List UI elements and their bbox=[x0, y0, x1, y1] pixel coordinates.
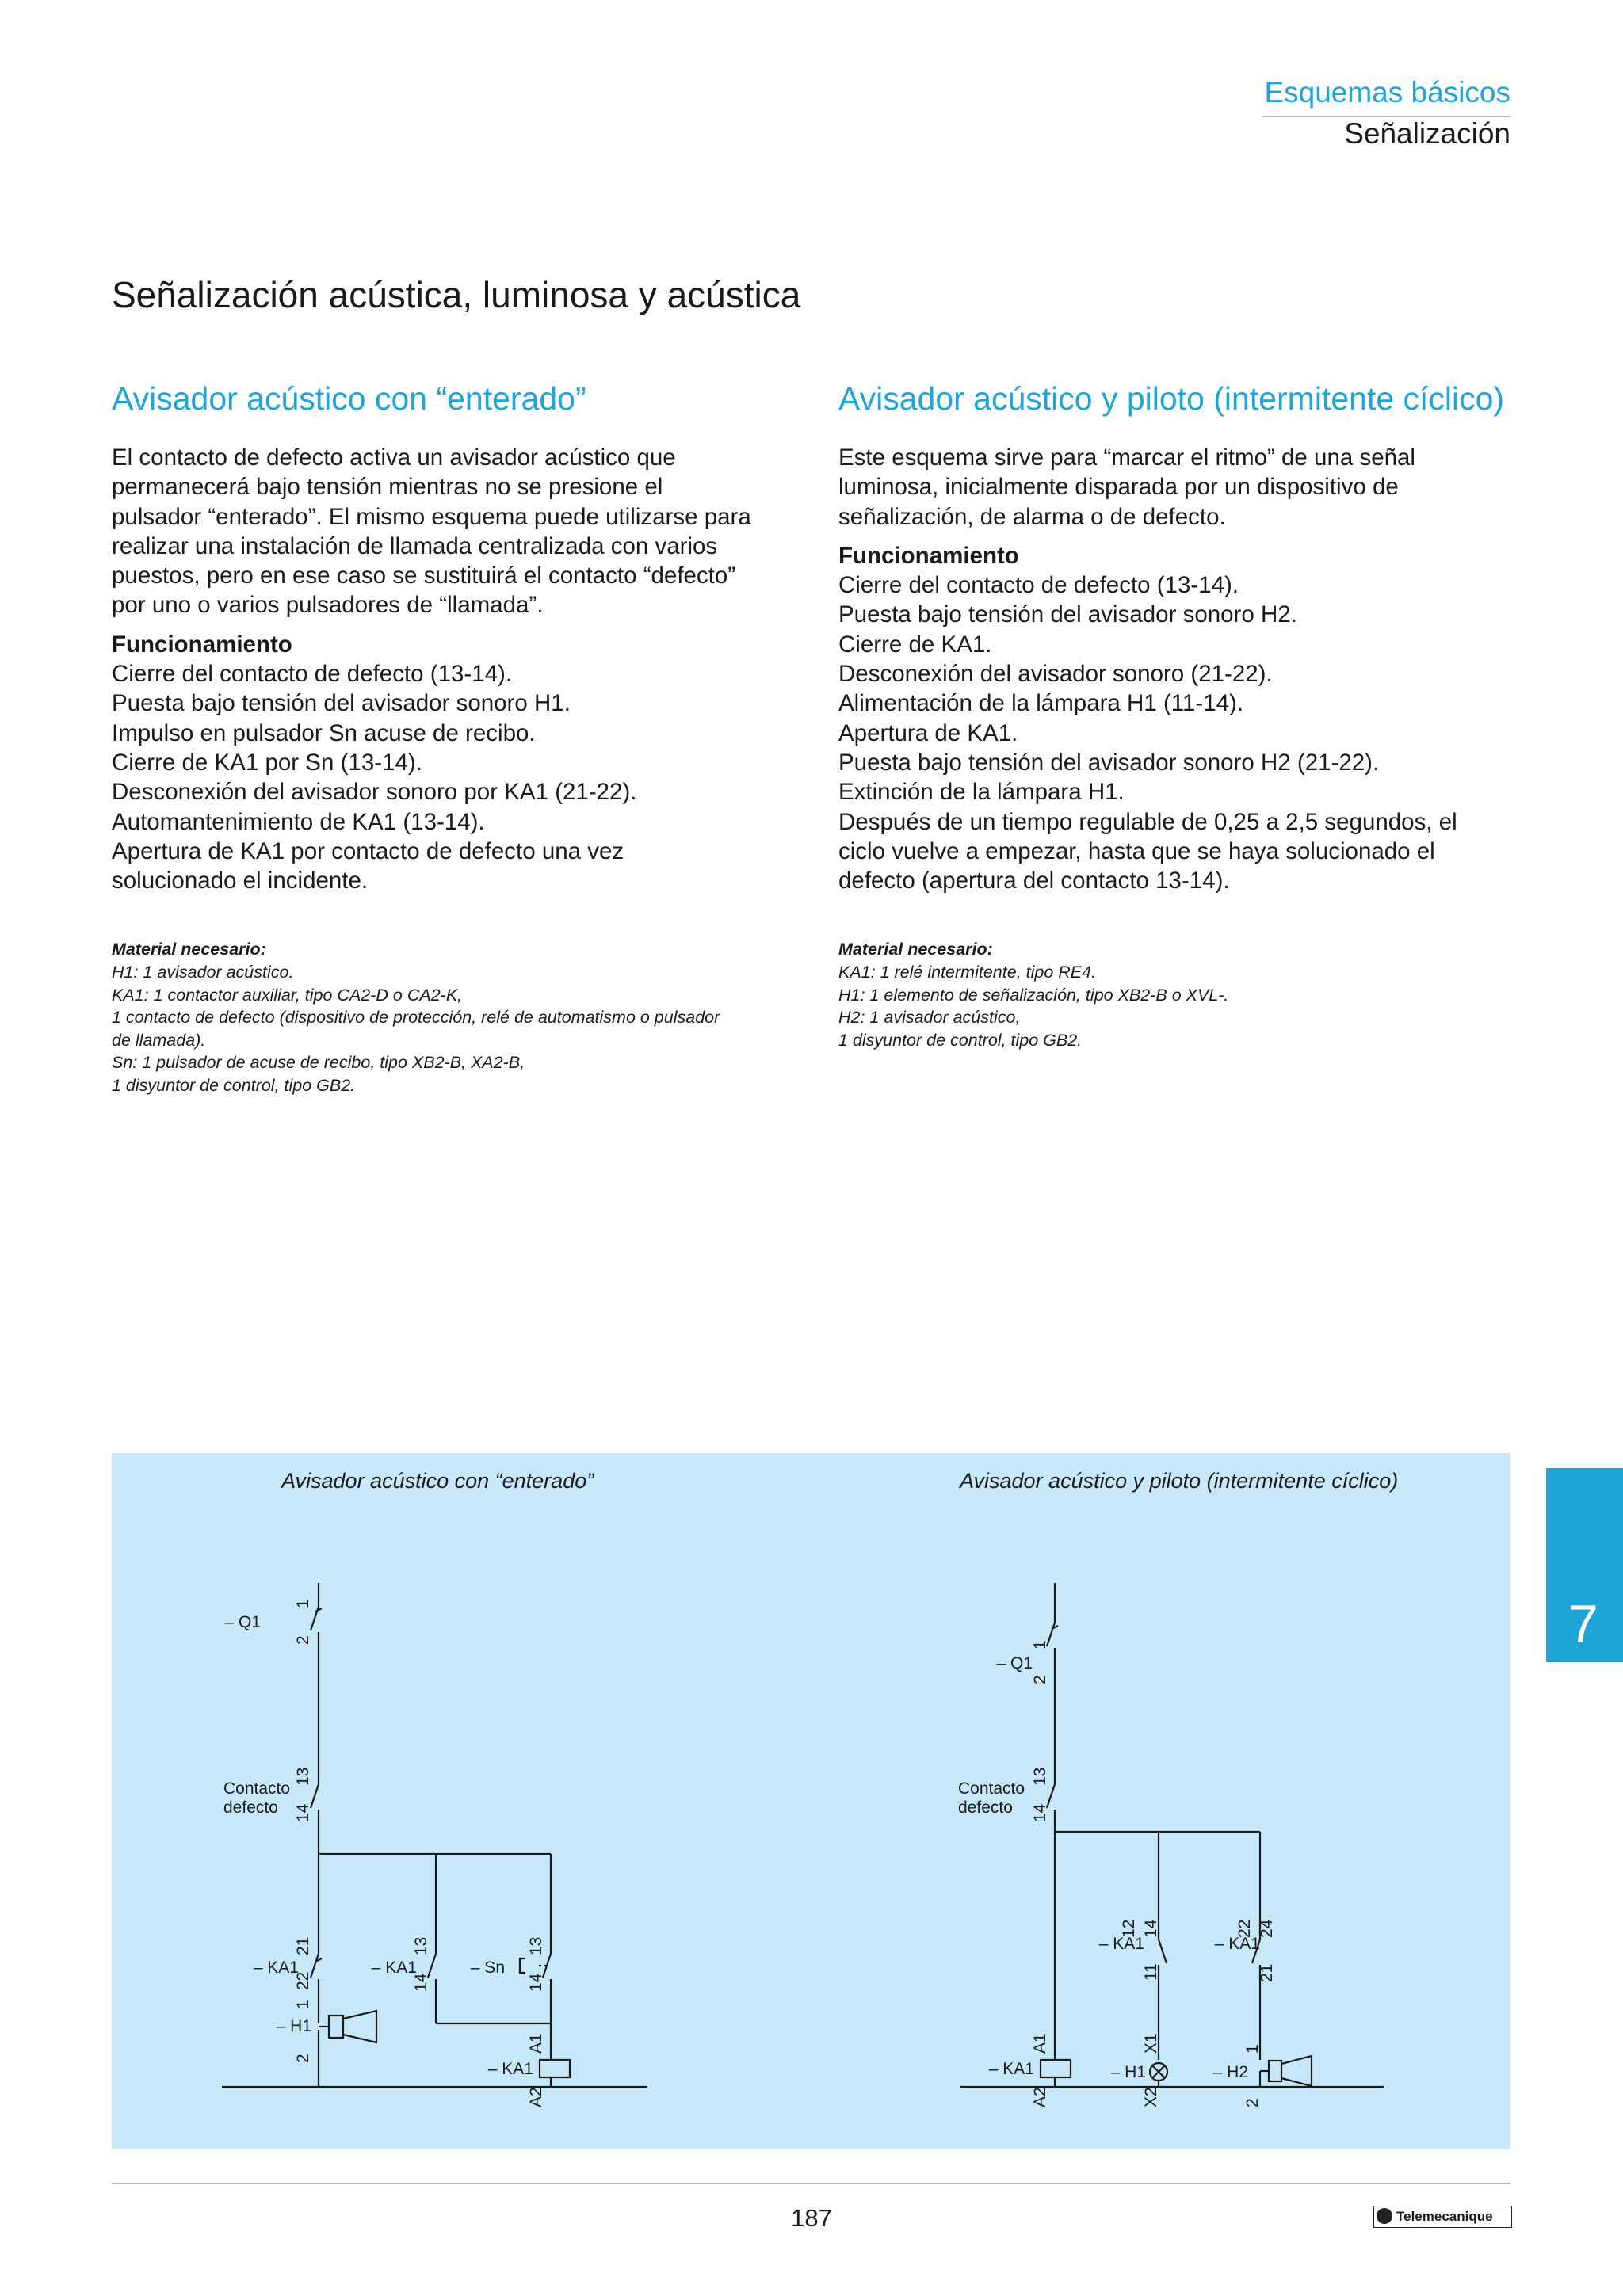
section-title: Esquemas básicos bbox=[1264, 76, 1510, 109]
intro-line: luminosa, inicialmente disparada por un dispositivo de bbox=[838, 474, 1399, 501]
left-heading: Avisador acústico con “enterado” bbox=[112, 380, 586, 417]
label-defecto: defecto bbox=[958, 1798, 1013, 1817]
step: Apertura de KA1. bbox=[838, 719, 1018, 746]
label-q1-t2: 2 bbox=[1031, 1675, 1049, 1684]
material-line: 1 contacto de defecto (dispositivo de protección, relé de automatismo o pulsador bbox=[112, 1008, 720, 1028]
intro-line: Este esquema sirve para “marcar el ritmo” de una señal bbox=[838, 444, 1415, 471]
right-steps bbox=[838, 570, 1520, 895]
label-no-t1: 13 bbox=[412, 1936, 430, 1955]
left-steps bbox=[112, 659, 793, 895]
left-column bbox=[112, 380, 793, 1097]
label-h1-t2: 2 bbox=[294, 2054, 312, 2063]
schematics bbox=[112, 1453, 1510, 2149]
right-intro bbox=[838, 443, 1520, 532]
label-coil-t2: A2 bbox=[1031, 2087, 1049, 2107]
intro-line: señalización, de alarma o de defecto. bbox=[838, 503, 1226, 530]
intro-line: puestos, pero en ese caso se sustituirá el contacto “defecto” bbox=[112, 563, 736, 589]
step: Automantenimiento de KA1 (13-14). bbox=[112, 808, 485, 835]
step: defecto (apertura del contacto 13-14). bbox=[838, 868, 1230, 894]
label-b-t24: 24 bbox=[1258, 1919, 1276, 1938]
left-diagram-caption: Avisador acústico con “enterado” bbox=[281, 1469, 594, 1493]
label-h1-t1: 1 bbox=[294, 2000, 312, 2009]
brand-icon bbox=[1377, 2208, 1392, 2224]
right-material bbox=[838, 938, 1520, 1051]
footer-divider bbox=[112, 2183, 1510, 2184]
right-func-title: Funcionamiento bbox=[838, 542, 1019, 569]
label-coil-t1: A1 bbox=[527, 2033, 545, 2054]
label-ka1-nc: – KA1 bbox=[253, 1958, 299, 1977]
right-column bbox=[838, 380, 1520, 1051]
diagram-panel bbox=[112, 1453, 1510, 2149]
label-q1: – Q1 bbox=[996, 1654, 1033, 1672]
label-h2-t2: 2 bbox=[1243, 2098, 1262, 2107]
page-title: Señalización acústica, luminosa y acústica bbox=[112, 274, 801, 315]
left-schematic bbox=[222, 1583, 647, 2087]
step: Puesta bajo tensión del avisador sonoro H2 (21-22). bbox=[838, 749, 1380, 776]
step: Extinción de la lámpara H1. bbox=[838, 779, 1125, 806]
right-diagram-caption: Avisador acústico y piloto (intermitente cíclico) bbox=[960, 1469, 1399, 1493]
label-a-t12: 12 bbox=[1120, 1919, 1138, 1938]
right-heading: Avisador acústico y piloto (intermitente cíclico) bbox=[838, 380, 1505, 417]
label-coil-t2: A2 bbox=[527, 2087, 545, 2107]
step: Después de un tiempo regulable de 0,25 a 2,5 segundos, el bbox=[838, 808, 1457, 835]
chapter-number: 7 bbox=[1568, 1594, 1598, 1654]
intro-line: permanecerá bajo tensión mientras no se presione el bbox=[112, 474, 663, 501]
material-line: KA1: 1 contactor auxiliar, tipo CA2-D o CA2-K, bbox=[112, 985, 463, 1005]
material-line: KA1: 1 relé intermitente, tipo RE4. bbox=[838, 963, 1097, 982]
label-sn: – Sn bbox=[470, 1958, 505, 1977]
step: Impulso en pulsador Sn acuse de recibo. bbox=[112, 719, 536, 746]
step: Cierre del contacto de defecto (13-14). bbox=[838, 572, 1239, 599]
label-nc-t2: 22 bbox=[294, 1971, 312, 1990]
label-b-t22: 22 bbox=[1235, 1919, 1254, 1938]
material-line: H1: 1 elemento de señalización, tipo XB2-B o XVL-. bbox=[838, 985, 1229, 1005]
material-title: Material necesario: bbox=[838, 940, 993, 959]
step: Desconexión del avisador sonoro por KA1 (21-22). bbox=[112, 779, 637, 806]
step: Cierre del contacto de defecto (13-14). bbox=[112, 661, 513, 688]
material-line: 1 disyuntor de control, tipo GB2. bbox=[112, 1076, 356, 1096]
label-q1: – Q1 bbox=[224, 1613, 261, 1631]
left-intro bbox=[112, 443, 793, 620]
step: Cierre de KA1 por Sn (13-14). bbox=[112, 749, 422, 776]
step: Puesta bajo tensión del avisador sonoro H1. bbox=[112, 690, 571, 717]
label-b-t21: 21 bbox=[1258, 1963, 1276, 1982]
brand-name: Telemecanique bbox=[1396, 2209, 1493, 2224]
label-q1-t2: 2 bbox=[294, 1635, 312, 1645]
label-cd-t1: 13 bbox=[1031, 1767, 1049, 1786]
label-cd-t2: 14 bbox=[1031, 1803, 1049, 1822]
material-line: de llamada). bbox=[112, 1030, 206, 1050]
step: Apertura de KA1 por contacto de defecto una vez bbox=[112, 837, 624, 864]
material-line: 1 disyuntor de control, tipo GB2. bbox=[838, 1030, 1083, 1050]
label-h1: – H1 bbox=[276, 2017, 311, 2035]
label-h2-t1: 1 bbox=[1243, 2044, 1262, 2054]
label-h1-t1: X1 bbox=[1142, 2033, 1160, 2054]
label-q1-t1: 1 bbox=[294, 1599, 312, 1608]
label-no-t2: 14 bbox=[412, 1973, 430, 1992]
label-h2: – H2 bbox=[1212, 2063, 1248, 2081]
step: ciclo vuelve a empezar, hasta que se haya solucionado el bbox=[838, 837, 1435, 864]
left-func-title: Funcionamiento bbox=[112, 631, 292, 658]
intro-line: pulsador “enterado”. El mismo esquema puede utilizarse para bbox=[112, 503, 751, 530]
label-a-t11: 11 bbox=[1142, 1963, 1160, 1981]
step: Cierre de KA1. bbox=[838, 631, 992, 658]
label-defecto: defecto bbox=[223, 1798, 278, 1817]
label-sn-t2: 14 bbox=[527, 1973, 545, 1992]
label-contacto: Contacto bbox=[958, 1779, 1025, 1798]
label-cd-t2: 14 bbox=[294, 1803, 312, 1822]
material-title: Material necesario: bbox=[112, 940, 266, 959]
label-nc-t1: 21 bbox=[294, 1936, 312, 1955]
label-a-t14: 14 bbox=[1142, 1919, 1160, 1938]
label-h1: – H1 bbox=[1110, 2063, 1146, 2081]
subsection-title: Señalización bbox=[1344, 117, 1510, 150]
material-line: Sn: 1 pulsador de acuse de recibo, tipo XB2-B, XA2-B, bbox=[112, 1053, 525, 1073]
brand-logo bbox=[1373, 2206, 1512, 2228]
label-ka1-b: – KA1 bbox=[1214, 1935, 1260, 1953]
label-q1-t1: 1 bbox=[1031, 1640, 1049, 1650]
material-line: H1: 1 avisador acústico. bbox=[112, 963, 294, 982]
label-ka1-no: – KA1 bbox=[371, 1958, 417, 1977]
step: solucionado el incidente. bbox=[112, 868, 369, 894]
step: Puesta bajo tensión del avisador sonoro H2. bbox=[838, 601, 1297, 628]
intro-line: El contacto de defecto activa un avisador acústico que bbox=[112, 444, 676, 471]
left-material bbox=[112, 938, 793, 1097]
intro-line: realizar una instalación de llamada centralizada con varios bbox=[112, 532, 718, 559]
step: Alimentación de la lámpara H1 (11-14). bbox=[838, 690, 1244, 717]
page-number: 187 bbox=[791, 2204, 832, 2232]
material-line: H2: 1 avisador acústico, bbox=[838, 1008, 1021, 1028]
label-contacto: Contacto bbox=[223, 1779, 291, 1798]
label-ka1-coil: – KA1 bbox=[487, 2060, 533, 2078]
label-sn-t1: 13 bbox=[527, 1936, 545, 1955]
intro-line: por uno o varios pulsadores de “llamada”. bbox=[112, 592, 544, 619]
chapter-tab[interactable] bbox=[1546, 1468, 1623, 1662]
label-coil-t1: A1 bbox=[1031, 2033, 1049, 2054]
step: Desconexión del avisador sonoro (21-22). bbox=[838, 661, 1273, 688]
label-h1-t2: X2 bbox=[1142, 2087, 1160, 2107]
label-ka1-a: – KA1 bbox=[1098, 1935, 1144, 1953]
label-cd-t1: 13 bbox=[294, 1767, 312, 1786]
label-ka1-coil: – KA1 bbox=[988, 2060, 1034, 2078]
